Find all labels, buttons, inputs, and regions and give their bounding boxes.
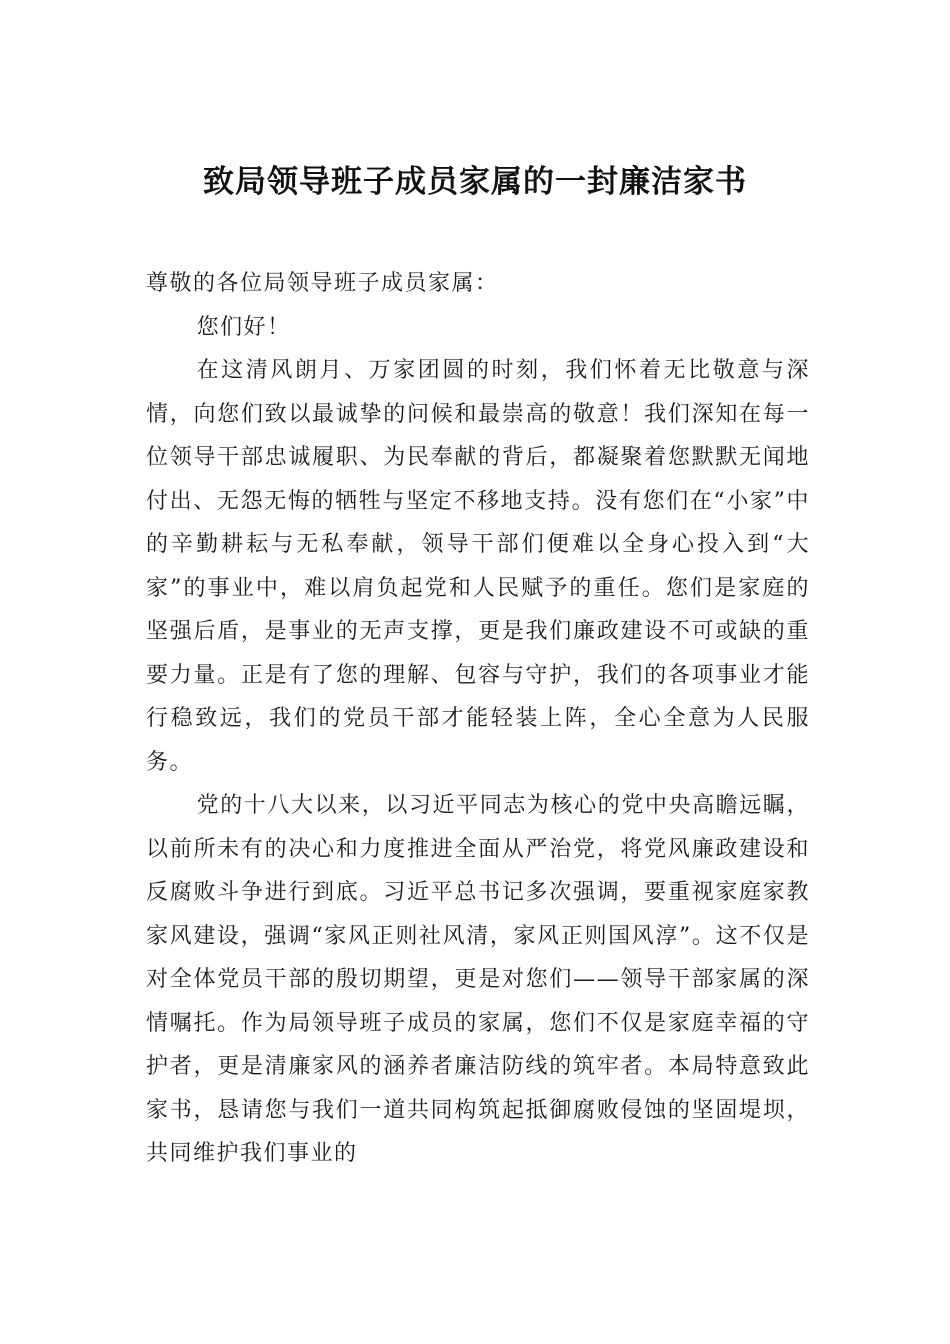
document-title: 致局领导班子成员家属的一封廉洁家书 (203, 164, 747, 200)
salutation: 尊敬的各位局领导班子成员家属： (146, 271, 499, 296)
greeting: 您们好！ (196, 314, 291, 340)
paragraph: 在这清风朗月、万家团圆的时刻，我们怀着无比敬意与深情，向您们致以最诚挚的问候和最崇高的敬意！我们深知在每一位领导干部忠诚履职、为民奉献的背后，都凝聚着您默默无闻地付出、无怨无悔的牺牲与坚定不移地支持。没有您们在“小家”中的辛勤耕耘与无私奉献，领导干部们便难以全身心投入到“大家”的事业中，难以肩负起党和人民赋予的重任。您们是家庭的坚强后盾，是事业的无声支撑，更是我们廉政建设不可或缺的重要力量。正是有了您的理解、包容与守护，我们的各项事业才能行稳致远，我们的党员干部才能轻装上阵，全心全意为人民服务。 (146, 358, 810, 775)
letter-body (146, 262, 810, 1176)
paragraph: 党的十八大以来，以习近平同志为核心的党中央高瞻远瞩，以前所未有的决心和力度推进全面从严治党，将党风廉政建设和反腐败斗争进行到底。习近平总书记多次强调，要重视家庭家教家风建设，强调“家风正则社风清，家风正则国风淳”。这不仅是对全体党员干部的殷切期望，更是对您们——领导干部家属的深情嘱托。作为局领导班子成员的家属，您们不仅是家庭幸福的守护者，更是清廉家风的涵养者廉洁防线的筑牢者。本局特意致此家书，恳请您与我们一道共同构筑起抵御腐败侵蚀的坚固堤坝，共同维护我们事业的 (146, 793, 810, 1166)
